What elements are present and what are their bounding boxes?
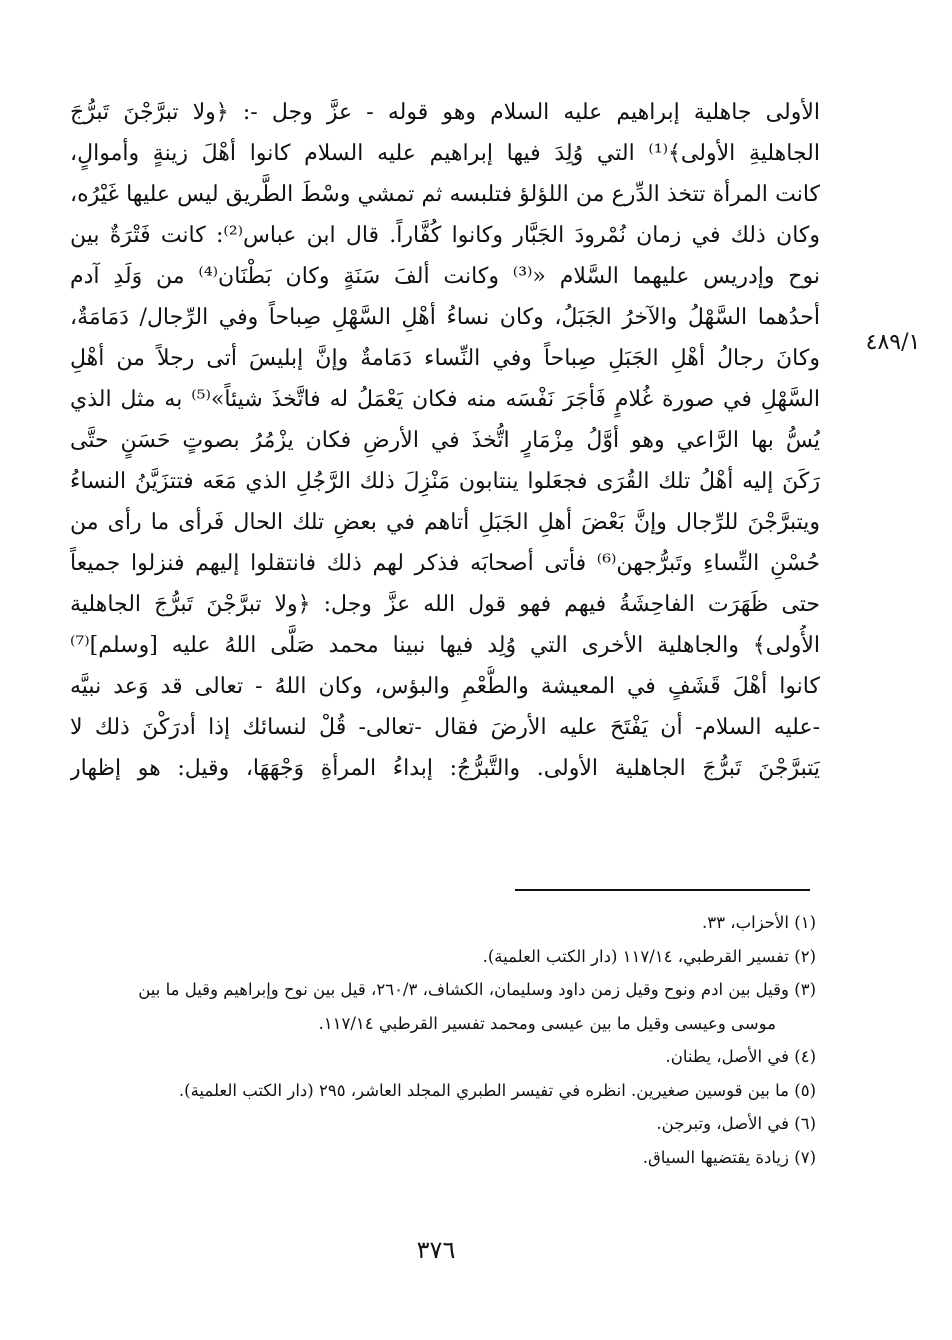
text-line: رَكَنَ إليه أهْلُ تلك القُرَى فجعَلوا ينتابون مَنْزِلَ ذلك الرَّجُلِ الذي مَعَه فتتزَيَّنُ النساءُ <box>70 469 820 494</box>
footnote-separator <box>515 889 810 891</box>
footnote-continuation: موسى وعيسى وقيل ما بين عيسى ومحمد تفسير القرطبي ١١٧/١٤. <box>318 1013 776 1033</box>
text-line: الأولى جاهلية إبراهيم عليه السلام وهو قوله - عزَّ وجل -: ﴿ولا تبرَّجْنَ تَبرُّجَ <box>70 100 820 125</box>
footnotes <box>70 906 816 1174</box>
footnote: (٦) في الأصل، وتبرجن. <box>656 1114 816 1133</box>
page-number: ٣٧٦ <box>416 1236 456 1264</box>
footnote: (٥) ما بين قوسين صغيرين. انظره في تفيسر الطبري المجلد العاشر، ٢٩٥ (دار الكتب العلمية). <box>178 1080 816 1100</box>
footnote: (١) الأحزاب، ٣٣. <box>702 913 816 932</box>
text-line: -عليه السلام- أن يَفْتَحَ عليه الأرضَ فقال -تعالى- قُلْ لنسائك إذا أدرَكْنَ ذلك لا <box>70 715 820 740</box>
main-text <box>70 92 820 789</box>
text-line: نوح وإدريس عليهما السَّلام «⁽³⁾ وكانت ألفَ سَنَةٍ وكان بَطْنَان⁽⁴⁾ من وَلَدِ آدم <box>70 264 820 289</box>
text-line: كانت المرأة تتخذ الدِّرع من اللؤلؤ فتلبسه ثم تمشي وسْطَ الطَّريق ليس عليها غَيْرُه، <box>70 182 820 207</box>
text-line: الجاهليةِ الأولى﴾⁽¹⁾ التي وُلِدَ فيها إبراهيم عليه السلام كانوا أهْلَ زينةٍ وأموالٍ، <box>70 141 820 166</box>
footnote: (٧) زيادة يقتضيها السياق. <box>642 1147 816 1167</box>
footnote: (٣) وقيل بين ادم ونوح وقيل زمن داود وسليمان، الكشاف، ٢٦٠/٣، قيل بين نوح وإبراهيم وقيل ما بين <box>138 980 816 999</box>
text-line: السَّهْلِ في صورة غُلامٍ فَأجَرَ نَفْسَه منه فكان يَعْمَلُ له فاتَّخذَ شيئاً»⁽⁵⁾ به مثل الذي <box>70 387 820 412</box>
footnote: (٤) في الأصل، يطنان. <box>665 1047 816 1066</box>
text-line: حُسْنِ النِّساءِ وتَبرُّجهن⁽⁶⁾ فأتى أصحابَه فذكر لهم ذلك فانتقلوا إليهم فنزلوا جميعاً <box>70 551 820 576</box>
text-line: يُسُّ بها الرَّاعي وهو أوَّلُ مِزْمَارٍ اتُّخذَ في الأرضِ فكان يزْمُرُ بصوتٍ حَسَنٍ حتَّى <box>70 428 820 453</box>
text-line: وكان ذلك في زمان نُمْرودَ الجَبَّار وكانوا كُفَّاراً. قال ابن عباس⁽²⁾: كانت فَتْرَةٌ بين <box>70 223 820 248</box>
text-line: يَتبرَّجْنَ تَبرُّجَ الجاهلية الأولى. والتَّبرُّجُ: إبداءُ المرأةِ وَجْهَهَا، وقيل: هو إظهار <box>70 756 820 781</box>
text-line: حتى ظَهَرَت الفاحِشَةُ فيهم فهو قول الله عزَّ وجل: ﴿ولا تبرَّجْنَ تَبرُّجَ الجاهلية <box>70 592 820 617</box>
text-line: الأُولى﴾ والجاهلية الأخرى التي وُلِد فيها نبينا محمد صَلَّى اللهُ عليه [وسلم]⁽⁷⁾ <box>70 633 820 658</box>
text-line: ويتبرَّجْنَ للرِّجال وإنَّ بَعْضَ أهلِ الجَبَلِ أتاهم في بعضِ تلك الحال فَرأى ما رأى من <box>70 510 820 535</box>
text-line: أحدُهما السَّهْلُ والآخرُ الجَبَلُ، وكان نساءُ أهْلِ السَّهْلِ صِباحاً وفي الرِّجال/ دَمَامَةٌ، <box>70 305 820 330</box>
footnote: (٢) تفسير القرطبي، ١١٧/١٤ (دار الكتب العلمية). <box>482 946 816 966</box>
margin-reference: ٤٨٩/١ <box>865 330 921 355</box>
text-line: كانوا أهْلَ قَشَفٍ في المعيشة والطُّعْمِ والبؤس، وكان اللهُ - تعالى قد وَعد نبيَّه <box>70 674 820 699</box>
text-line: وكانَ رجالُ أهْلِ الجَبَلِ صِباحاً وفي النِّساء دَمَامةٌ وإنَّ إبليسَ أتى رجلاً من أهْلِ <box>70 346 820 371</box>
